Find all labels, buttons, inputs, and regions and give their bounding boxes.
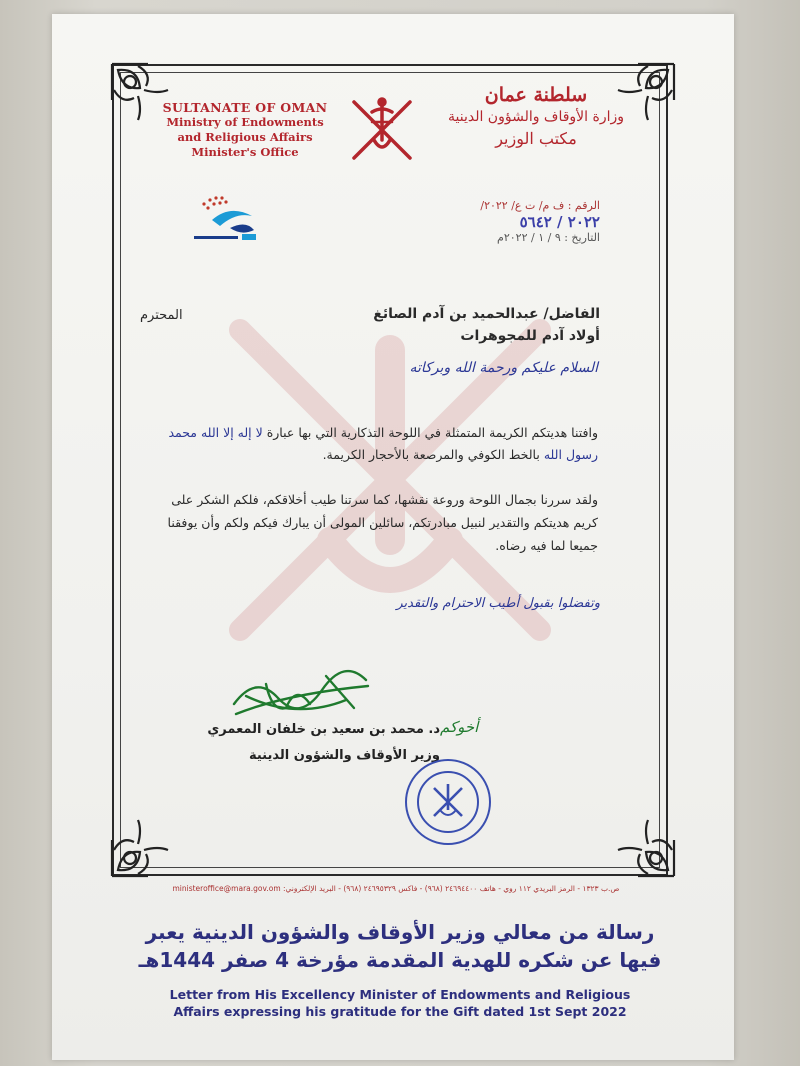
caption-arabic-line2: فيها عن شكره للهدية المقدمة مؤرخة 4 صفر 1444هـ bbox=[138, 948, 662, 972]
letterhead-country: SULTANATE OF OMAN bbox=[162, 100, 328, 115]
signature-icon bbox=[226, 664, 376, 726]
letterhead-ministry-cont: and Religious Affairs bbox=[177, 130, 313, 144]
corner-ornament-icon bbox=[612, 814, 678, 880]
paragraph-gift-text: وافتنا هديتكم الكريمة المتمثلة في اللوحة التذكارية التي بها عبارة bbox=[266, 425, 598, 440]
footer-contact: ص.ب ١٣٢٣ - الرمز البريدي ١١٢ روي - هاتف ٢٤٦٩٤٤٠٠ (٩٦٨) - فاكس ٢٤٦٩٥٣٢٩ (٩٦٨) - البريد الإلكتروني: ministeroffice@mara.gov.om bbox=[172, 884, 620, 893]
letterhead-office-ar: مكتب الوزير bbox=[495, 129, 577, 148]
addressee-company: أولاد آدم للمجوهرات bbox=[460, 328, 600, 344]
paragraph-thanks: ولقد سررنا بجمال اللوحة وروعة نقشها، كما سرتنا طيب أخلاقكم، فلكم الشكر على كريم هديتكم والتقدير لنبيل مبادرتكم، سائلين المولى أن يبارك فيكم ولكم وأن يوفقنا جميعا لما فيه رضاه. bbox=[167, 492, 598, 553]
addressee-name: الفاضل/ عبدالحميد بن آدم الصائغ bbox=[373, 306, 600, 322]
reference-date: التاريخ : ٩ / ١ / ٢٠٢٢م bbox=[497, 231, 600, 244]
signatory-name: د. محمد بن سعيد بن خلفان المعمري bbox=[207, 722, 440, 737]
letterhead-ministry: Ministry of Endowments bbox=[166, 115, 324, 129]
paragraph-gift-text-end: بالخط الكوفي والمرصعة بالأحجار الكريمة. bbox=[322, 447, 540, 462]
caption-english-line1: Letter from His Excellency Minister of Endowments and Religious bbox=[169, 987, 631, 1002]
campaign-logo-icon bbox=[190, 190, 270, 250]
letterhead-ministry-ar: وزارة الأوقاف والشؤون الدينية bbox=[448, 109, 624, 125]
closing-line: وتفضلوا بقبول أطيب الاحترام والتقدير bbox=[396, 596, 600, 611]
addressee-honorific: المحترم bbox=[140, 308, 183, 323]
caption-arabic-line1: رسالة من معالي وزير الأوقاف والشؤون الدينية يعبر bbox=[145, 920, 655, 944]
official-stamp-icon bbox=[402, 756, 494, 848]
letterhead-country-ar: سلطنة عمان bbox=[484, 84, 588, 106]
caption-arabic bbox=[120, 918, 680, 974]
letterhead-office: Minister's Office bbox=[191, 145, 299, 159]
signature-handwritten-greeting: أخوكم bbox=[440, 718, 479, 736]
signatory-title: وزير الأوقاف والشؤون الدينية bbox=[248, 748, 440, 763]
oman-emblem-icon bbox=[344, 92, 420, 168]
reference-block bbox=[400, 198, 600, 246]
reference-label: الرقم : ف م/ ت ع/ ٢٠٢٢/ bbox=[480, 199, 600, 212]
emblem-watermark-icon bbox=[200, 290, 580, 670]
greeting: السلام عليكم ورحمة الله وبركاته bbox=[409, 360, 598, 376]
letterhead-arabic bbox=[448, 84, 624, 150]
caption-english bbox=[120, 986, 680, 1020]
paragraph-gift-phrase: لا إله إلا الله محمد رسول الله bbox=[168, 425, 598, 462]
letterhead-english bbox=[150, 100, 340, 160]
caption-english-line2: Affairs expressing his gratitude for the Gift dated 1st Sept 2022 bbox=[173, 1004, 627, 1019]
reference-number: ٢٠٢٢ / ٥٦٤٢ bbox=[519, 213, 600, 231]
paragraph-gift bbox=[158, 422, 598, 466]
corner-ornament-icon bbox=[108, 814, 174, 880]
